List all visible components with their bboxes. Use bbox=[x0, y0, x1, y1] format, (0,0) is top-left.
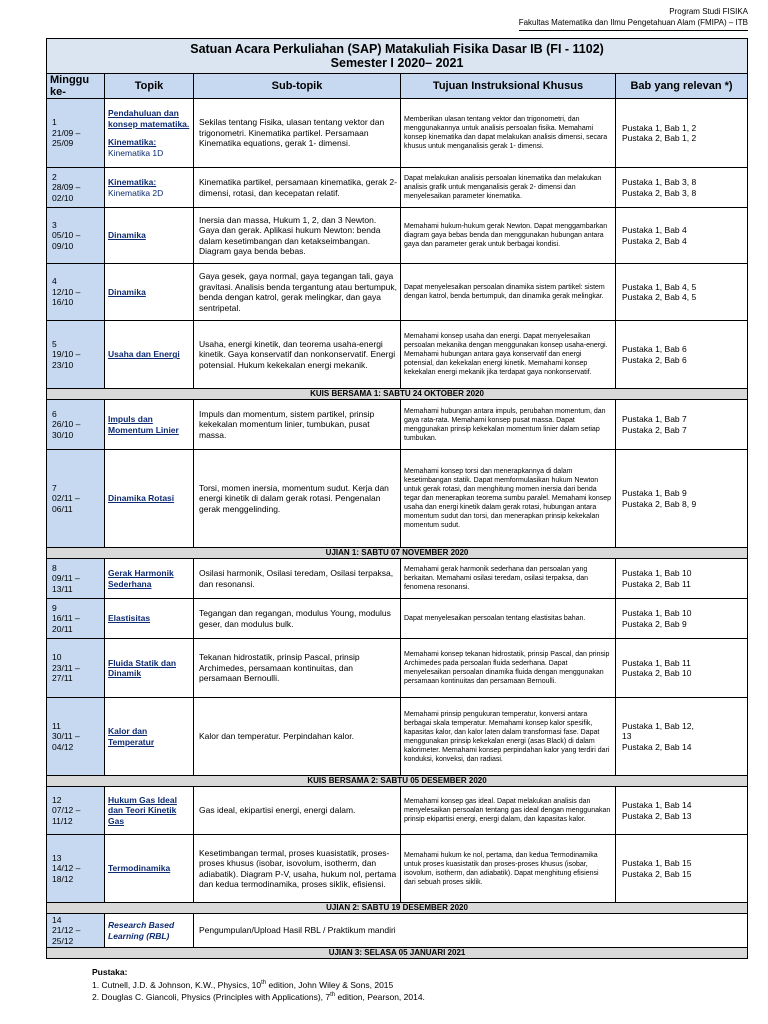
table-row bbox=[47, 168, 748, 208]
topic-cell bbox=[105, 168, 194, 208]
week-cell: 12 07/12 – 11/12 bbox=[47, 787, 105, 835]
topic-text: Gerak Harmonik Sederhana bbox=[108, 568, 174, 589]
separator-text: UJIAN 1: SABTU 07 NOVEMBER 2020 bbox=[47, 548, 748, 559]
chapter-cell: Pustaka 1, Bab 4, 5 Pustaka 2, Bab 4, 5 bbox=[616, 264, 748, 321]
chapter-cell: Pustaka 1, Bab 11 Pustaka 2, Bab 10 bbox=[616, 639, 748, 698]
topic-cell bbox=[105, 698, 194, 776]
topic-text: Pendahuluan dan konsep matematika. bbox=[108, 108, 190, 129]
objective-cell: Memahami hubungan antara impuls, perubahan momentum, dan gaya rata-rata. Memahami konsep pusat massa. Dapat menggunakan prinsip kekekalan momentum linier dalam setiap tumbukan. bbox=[401, 400, 616, 450]
table-row bbox=[47, 400, 748, 450]
chapter-cell: Pustaka 1, Bab 1, 2 Pustaka 2, Bab 1, 2 bbox=[616, 99, 748, 168]
week-cell: 5 19/10 – 23/10 bbox=[47, 321, 105, 389]
week-cell: 9 16/11 – 20/11 bbox=[47, 599, 105, 639]
topic-text: Fluida Statik dan Dinamik bbox=[108, 657, 177, 678]
subtopic-cell: Impuls dan momentum, sistem partikel, prinsip kekekalan momentum linier, tumbukan, pusat massa. bbox=[194, 400, 401, 450]
col-header-topic: Topik bbox=[105, 74, 194, 99]
objective-cell: Memahami hukum ke nol, pertama, dan kedua Termodinamika untuk proses kuasistatik dan proses-proses khusus (isobar, isovolum, isotherm, dan adiabatik). Dapat menghitung efisiensi dari sebuah proses siklik. bbox=[401, 835, 616, 903]
subtopic-cell: Kesetimbangan termal, proses kuasistatik, proses-proses khusus (isobar, isovolum, isotherm, dan adiabatik). Diagram P-V, usaha, hukum nol, pertama dan kedua termodinamika, proses siklik, efisiensi. bbox=[194, 835, 401, 903]
topic-cell bbox=[105, 99, 194, 168]
topic-text: Dinamika bbox=[108, 230, 146, 241]
title-line-1: Satuan Acara Perkuliahan (SAP) Matakuliah Fisika Dasar IB (FI - 1102) bbox=[190, 42, 604, 56]
topic-cell bbox=[105, 208, 194, 264]
topic-text: Dinamika bbox=[108, 286, 146, 297]
subtopic-cell: Tekanan hidrostatik, prinsip Pascal, prinsip Archimedes, persamaan kontinuitas, dan persamaan Bernoulli. bbox=[194, 639, 401, 698]
topic-cell bbox=[105, 914, 194, 948]
table-row bbox=[47, 639, 748, 698]
table-row bbox=[47, 787, 748, 835]
topic-cell bbox=[105, 321, 194, 389]
reference-item bbox=[92, 978, 425, 990]
schedule-separator bbox=[47, 389, 748, 400]
chapter-cell: Pustaka 1, Bab 12, 13 Pustaka 2, Bab 14 bbox=[616, 698, 748, 776]
week-cell: 1 21/09 – 25/09 bbox=[47, 99, 105, 168]
topic-cell bbox=[105, 787, 194, 835]
topic-text: Kalor dan Temperatur bbox=[108, 726, 155, 747]
objective-cell: Memahami konsep gas ideal. Dapat melakukan analisis dan menyelesaikan persoalan tentang gas ideal dengan menggunakan prinsip ekipartisi energi, energi dalam, dan kapasitas kalor. bbox=[401, 787, 616, 835]
subtopic-cell: Kinematika partikel, persamaan kinematika, gerak 2- dimensi, rotasi, dan kecepatan relatif. bbox=[194, 168, 401, 208]
topic-text: Kinematika: bbox=[108, 177, 157, 187]
table-row bbox=[47, 698, 748, 776]
schedule-separator bbox=[47, 903, 748, 914]
objective-cell: Dapat menyelesaikan persoalan tentang elastisitas bahan. bbox=[401, 599, 616, 639]
topic-text-3: Kinematika 1D bbox=[108, 147, 164, 158]
subtopic-cell: Torsi, momen inersia, momentum sudut. Kerja dan energi kinetik di dalam gerak rotasi. Pengenalan gerak menggelinding. bbox=[194, 450, 401, 548]
chapter-cell: Pustaka 1, Bab 3, 8 Pustaka 2, Bab 3, 8 bbox=[616, 168, 748, 208]
schedule-separator bbox=[47, 548, 748, 559]
topic-text: Impuls dan Momentum Linier bbox=[108, 414, 179, 435]
week-cell: 4 12/10 – 16/10 bbox=[47, 264, 105, 321]
chapter-cell: Pustaka 1, Bab 14 Pustaka 2, Bab 13 bbox=[616, 787, 748, 835]
document-header bbox=[519, 6, 748, 31]
chapter-cell: Pustaka 1, Bab 10 Pustaka 2, Bab 9 bbox=[616, 599, 748, 639]
col-header-week: Minggu ke- bbox=[47, 74, 105, 99]
separator-text: KUIS BERSAMA 2: SABTU 05 DESEMBER 2020 bbox=[47, 776, 748, 787]
week-cell: 7 02/11 – 06/11 bbox=[47, 450, 105, 548]
subtopic-cell: Gas ideal, ekipartisi energi, energi dalam. bbox=[194, 787, 401, 835]
week-cell: 3 05/10 – 09/10 bbox=[47, 208, 105, 264]
chapter-cell: Pustaka 1, Bab 15 Pustaka 2, Bab 15 bbox=[616, 835, 748, 903]
table-row bbox=[47, 835, 748, 903]
week-cell: 14 21/12 – 25/12 bbox=[47, 914, 105, 948]
subtopic-cell: Sekilas tentang Fisika, ulasan tentang vektor dan trigonometri. Kinematika partikel. Persamaan Kinematika equations, gerak 1- dimensi. bbox=[194, 99, 401, 168]
chapter-cell: Pustaka 1, Bab 7 Pustaka 2, Bab 7 bbox=[616, 400, 748, 450]
table-row bbox=[47, 450, 748, 548]
table-row bbox=[47, 208, 748, 264]
objective-cell: Memahami prinsip pengukuran temperatur, konversi antara berbagai skala temperatur. Memahami konsep kalor spesifik, kapasitas kalor, dan kalor laten dalam transformasi fase. Dapat menggunakan prinsip kekekalan energi (asas Black) di dalam kalorimeter. Memahami konsep perpindahan kalor yang terdiri dari konduksi, konveksi, dan radiasi. bbox=[401, 698, 616, 776]
chapter-cell: Pustaka 1, Bab 6 Pustaka 2, Bab 6 bbox=[616, 321, 748, 389]
topic-cell bbox=[105, 400, 194, 450]
topic-text-2: Kinematika: bbox=[108, 137, 157, 147]
table-row bbox=[47, 264, 748, 321]
table-row bbox=[47, 99, 748, 168]
topic-cell bbox=[105, 599, 194, 639]
week-cell: 6 26/10 – 30/10 bbox=[47, 400, 105, 450]
title-line-2: Semester I 2020– 2021 bbox=[330, 56, 464, 70]
topic-text: Usaha dan Energi bbox=[108, 349, 180, 360]
week-cell: 13 14/12 – 18/12 bbox=[47, 835, 105, 903]
week-cell: 8 09/11 – 13/11 bbox=[47, 559, 105, 599]
col-header-objective: Tujuan Instruksional Khusus bbox=[401, 74, 616, 99]
topic-text: Research Based Learning (RBL) bbox=[108, 920, 175, 941]
objective-cell: Memahami hukum-hukum gerak Newton. Dapat menggambarkan diagram gaya bebas benda dan menggunakan hubungan antara gaya dan parameter gerak untuk berbagai kondisi. bbox=[401, 208, 616, 264]
topic-text: Elastisitas bbox=[108, 613, 151, 624]
reference-sup: th bbox=[330, 991, 336, 998]
objective-cell: Memahami gerak harmonik sederhana dan persoalan yang berkaitan. Memahami osilasi teredam, osilasi terpaksa, dan fenomena resonansi. bbox=[401, 559, 616, 599]
chapter-cell: Pustaka 1, Bab 9 Pustaka 2, Bab 8, 9 bbox=[616, 450, 748, 548]
reference-text-end: edition, Pearson, 2014. bbox=[335, 991, 425, 1002]
topic-cell bbox=[105, 559, 194, 599]
topic-cell bbox=[105, 835, 194, 903]
sap-table bbox=[46, 38, 748, 959]
reference-text: 2. Douglas C. Giancoli, Physics (Principles with Applications), 7 bbox=[92, 991, 331, 1002]
program-name: Program Studi FISIKA bbox=[669, 7, 748, 16]
table-row bbox=[47, 321, 748, 389]
week-cell: 11 30/11 – 04/12 bbox=[47, 698, 105, 776]
subtopic-cell: Gaya gesek, gaya normal, gaya tegangan tali, gaya gravitasi. Analisis benda tergantung atau bertumpuk, benda dengan katrol, gerak melingkar, dan gaya sentripetal. bbox=[194, 264, 401, 321]
schedule-separator bbox=[47, 776, 748, 787]
objective-cell: Dapat menyelesaikan persoalan dinamika sistem partikel: sistem dengan katrol, benda bertumpuk, dan dinamika gerak melingkar. bbox=[401, 264, 616, 321]
subtopic-cell: Tegangan dan regangan, modulus Young, modulus geser, dan modulus bulk. bbox=[194, 599, 401, 639]
topic-cell bbox=[105, 450, 194, 548]
topic-cell bbox=[105, 264, 194, 321]
week-cell: 2 28/09 – 02/10 bbox=[47, 168, 105, 208]
reference-text-end: edition, John Wiley & Sons, 2015 bbox=[266, 979, 394, 990]
chapter-cell: Pustaka 1, Bab 4 Pustaka 2, Bab 4 bbox=[616, 208, 748, 264]
topic-text-3: Kinematika 2D bbox=[108, 187, 164, 198]
col-header-subtopic: Sub-topik bbox=[194, 74, 401, 99]
schedule-separator bbox=[47, 948, 748, 959]
objective-cell: Dapat melakukan analisis persoalan kinematika dan melakukan analisis grafik untuk menganalisis gerak 2- dimensi dan menyelesaikan parameter kinematika. bbox=[401, 168, 616, 208]
objective-cell: Memahami konsep usaha dan energi. Dapat menyelesaikan persoalan mekanika dengan menggunakan konsep usaha-energi. Memahami hubungan antara gaya konservatif dan energi potensial, dan kekekalan energi kinetik. Memahami konsep kekekalan energi mekanik jika terdapat gaya nonkonservatif. bbox=[401, 321, 616, 389]
objective-cell: Memahami konsep tekanan hidrostatik, prinsip Pascal, dan prinsip Archimedes pada persoalan fluida sederhana. Dapat menyelesaikan persoalan dinamika fluida dengan menggunakan persamaan kontinuitas dan persamaan Bernoulli. bbox=[401, 639, 616, 698]
reference-text: 1. Cutnell, J.D. & Johnson, K.W., Physics, 10 bbox=[92, 979, 262, 990]
separator-text: UJIAN 3: SELASA 05 JANUARI 2021 bbox=[47, 948, 748, 959]
topic-text: Dinamika Rotasi bbox=[108, 493, 175, 504]
objective-cell: Memberikan ulasan tentang vektor dan trigonometri, dan menggunakannya untuk analisis persoalan fisika. Memahami konsep kinematika dan dapat melakukan analisis dimensi, secara khusus untuk menganalisis gerak 1- dimensi. bbox=[401, 99, 616, 168]
subtopic-cell: Inersia dan massa, Hukum 1, 2, dan 3 Newton. Gaya dan gerak. Aplikasi hukum Newton: benda dalam kesetimbangan dan ketakseimbangan. Diagram gaya benda bebas. bbox=[194, 208, 401, 264]
subtopic-cell: Kalor dan temperatur. Perpindahan kalor. bbox=[194, 698, 401, 776]
topic-text: Hukum Gas Ideal dan Teori Kinetik Gas bbox=[108, 794, 177, 826]
table-row bbox=[47, 599, 748, 639]
table-row bbox=[47, 559, 748, 599]
chapter-cell: Pustaka 1, Bab 10 Pustaka 2, Bab 11 bbox=[616, 559, 748, 599]
topic-cell bbox=[105, 639, 194, 698]
table-title bbox=[47, 39, 748, 74]
col-header-chapter: Bab yang relevan *) bbox=[616, 74, 748, 99]
faculty-name: Fakultas Matematika dan Ilmu Pengetahuan Alam (FMIPA) – ITB bbox=[519, 17, 748, 31]
reference-item bbox=[92, 990, 425, 1002]
week-cell: 10 23/11 – 27/11 bbox=[47, 639, 105, 698]
subtopic-cell: Usaha, energi kinetik, dan teorema usaha-energi kinetik. Gaya konservatif dan nonkonservatif. Energi potensial. Hukum kekekalan energi mekanik. bbox=[194, 321, 401, 389]
reference-sup: th bbox=[261, 979, 267, 986]
topic-text: Termodinamika bbox=[108, 863, 171, 874]
references bbox=[92, 967, 425, 1002]
objective-cell: Memahami konsep torsi dan menerapkannya di dalam kesetimbangan statik. Dapat memformulasikan hukum Newton untuk gerak rotasi, dan menghitung momen inersia dari benda tegar dan menerapkan teorema sumbu paralel. Memahami konsep usaha dan energi kinetik dalam gerak rotasi, hubungan antara momentum sudut dan torsi, dan menerapkan prinsip kekekalan momentum sudut. bbox=[401, 450, 616, 548]
references-heading: Pustaka: bbox=[92, 967, 128, 977]
subtopic-cell: Pengumpulan/Upload Hasil RBL / Praktikum mandiri bbox=[194, 914, 748, 948]
separator-text: UJIAN 2: SABTU 19 DESEMBER 2020 bbox=[47, 903, 748, 914]
subtopic-cell: Osilasi harmonik, Osilasi teredam, Osilasi terpaksa, dan resonansi. bbox=[194, 559, 401, 599]
separator-text: KUIS BERSAMA 1: SABTU 24 OKTOBER 2020 bbox=[47, 389, 748, 400]
table-row bbox=[47, 914, 748, 948]
